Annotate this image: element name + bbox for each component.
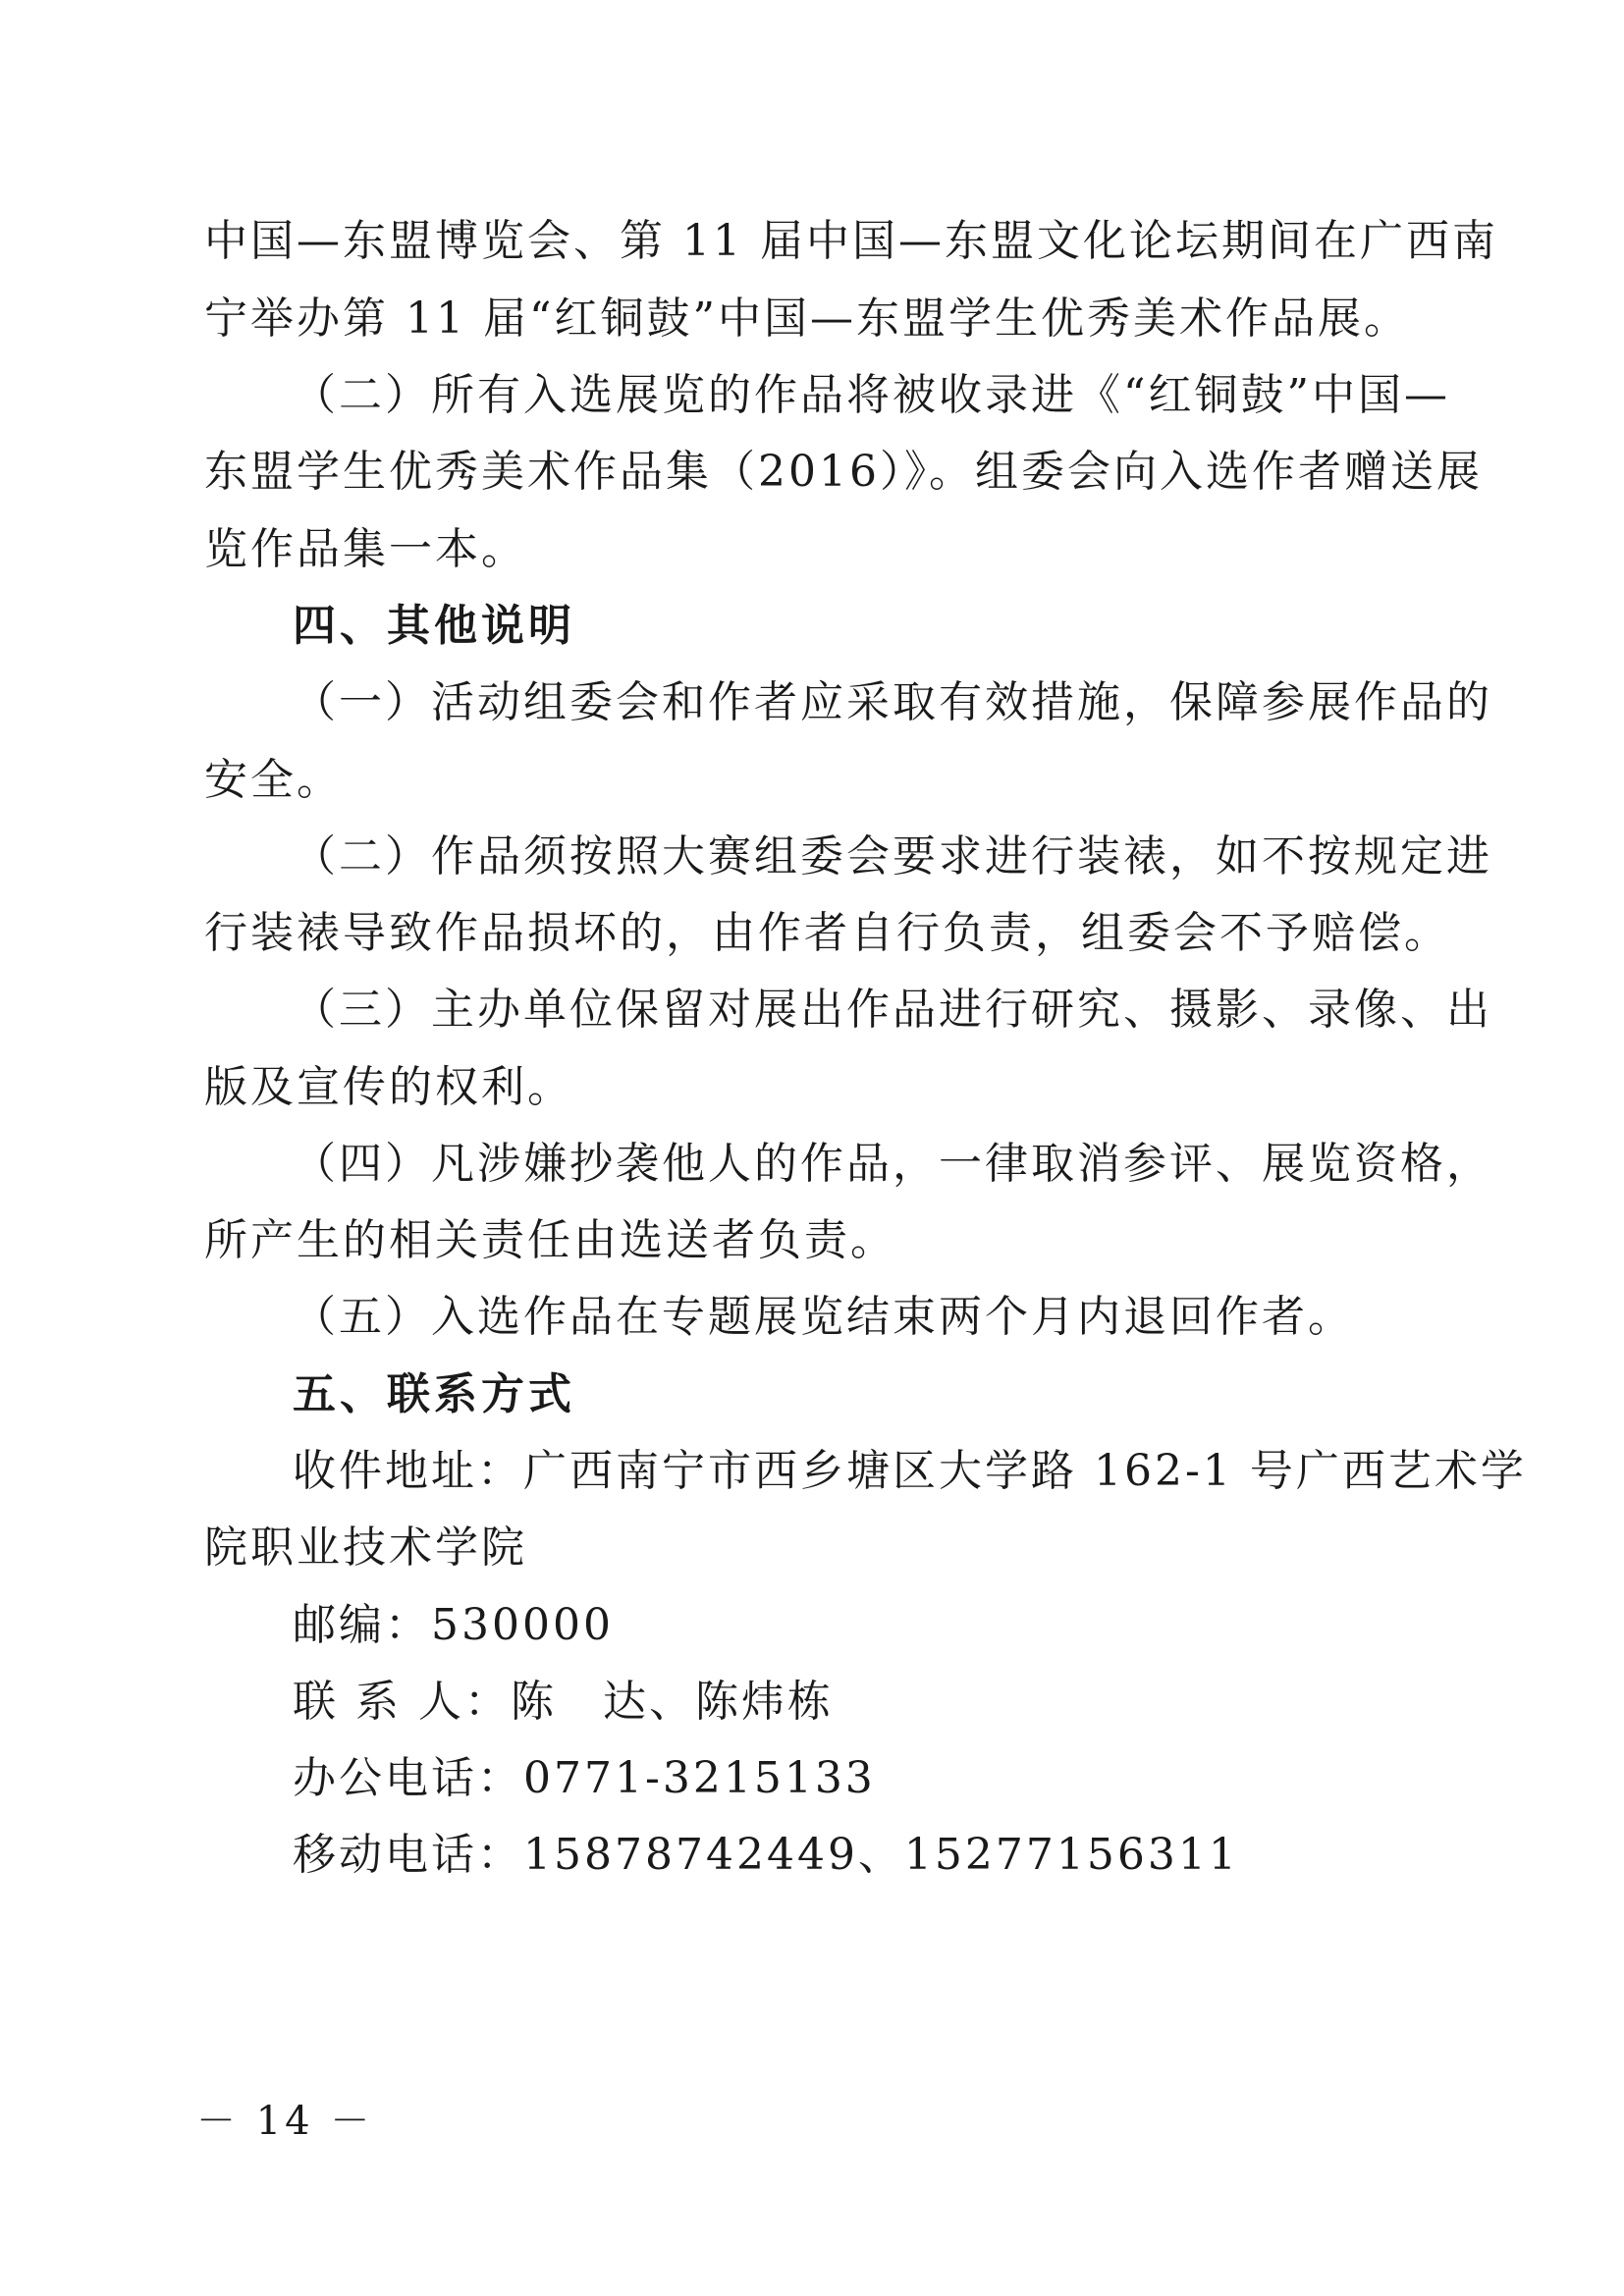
paragraph-line: （一）活动组委会和作者应采取有效措施，保障参展作品的	[293, 677, 1492, 727]
postcode-line: 邮编：530000	[293, 1600, 614, 1650]
paragraph-line: （五）入选作品在专题展览结束两个月内退回作者。	[293, 1292, 1354, 1342]
paragraph-line: 版及宣传的权利。	[204, 1062, 573, 1112]
address-line: 院职业技术学院	[204, 1522, 527, 1573]
office-phone-line: 办公电话：0771-3215133	[293, 1753, 876, 1803]
paragraph-line: 安全。	[204, 755, 343, 805]
paragraph-line: 宁举办第 11 届“红铜鼓”中国—东盟学生优秀美术作品展。	[204, 294, 1410, 344]
address-line: 收件地址：广西南宁市西乡塘区大学路 162-1 号广西艺术学	[293, 1446, 1527, 1496]
paragraph-line: 览作品集一本。	[204, 524, 527, 574]
mobile-phone-line: 移动电话：15878742449、15277156311	[293, 1830, 1239, 1880]
contact-person-line: 联 系 人：陈 达、陈炜栋	[293, 1677, 834, 1727]
paragraph-line: 所产生的相关责任由选送者负责。	[204, 1215, 896, 1265]
section-heading: 五、联系方式	[293, 1369, 575, 1419]
paragraph-line: （三）主办单位保留对展出作品进行研究、摄影、录像、出	[293, 985, 1492, 1035]
section-heading: 四、其他说明	[293, 601, 575, 651]
paragraph-line: （二）作品须按照大赛组委会要求进行装裱，如不按规定进	[293, 831, 1492, 881]
page-number: － 14 －	[196, 2099, 374, 2144]
paragraph-line: （二）所有入选展览的作品将被收录进《“红铜鼓”中国—	[293, 370, 1450, 420]
paragraph-line: 行装裱导致作品损坏的，由作者自行负责，组委会不予赔偿。	[204, 908, 1450, 958]
paragraph-line: （四）凡涉嫌抄袭他人的作品，一律取消参评、展览资格，	[293, 1139, 1492, 1189]
paragraph-line: 东盟学生优秀美术作品集（2016）》。组委会向入选作者赠送展	[204, 447, 1483, 497]
paragraph-line: 中国—东盟博览会、第 11 届中国—东盟文化论坛期间在广西南	[204, 216, 1498, 266]
